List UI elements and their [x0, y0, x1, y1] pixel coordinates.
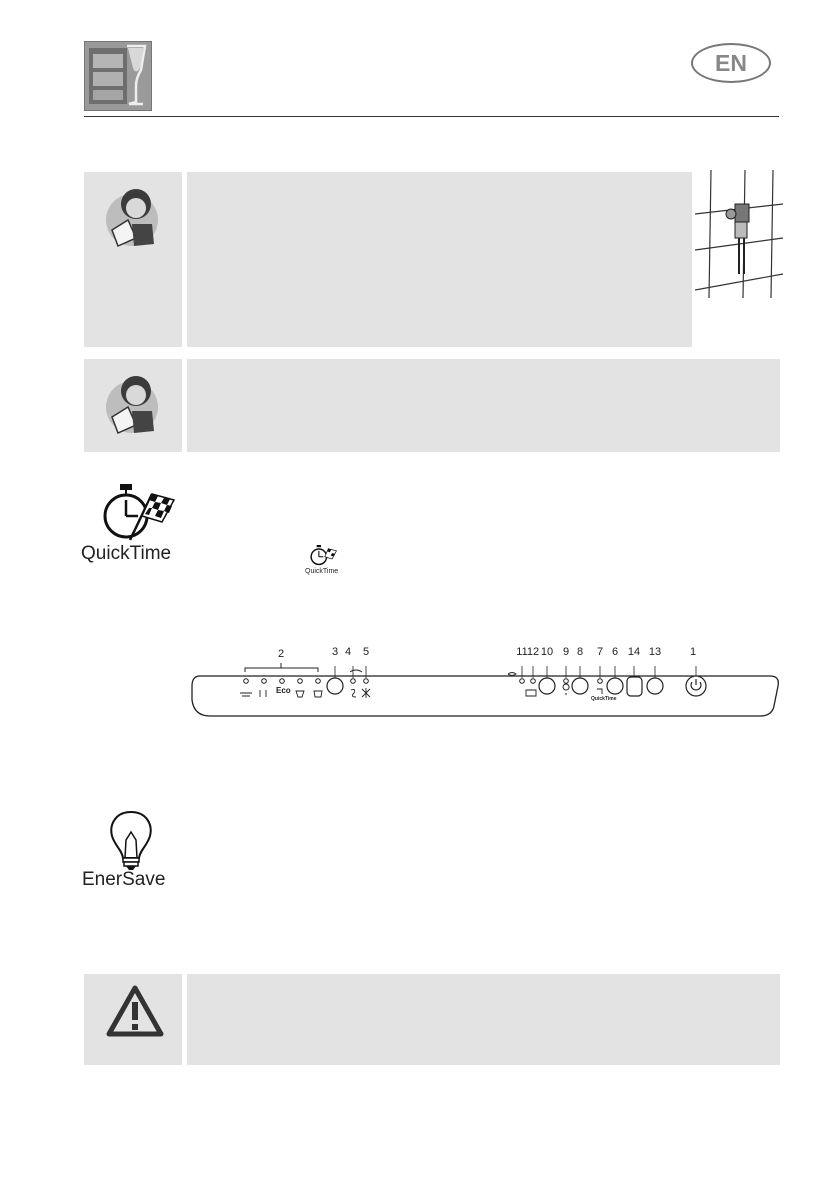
- panel-callout-1: 1: [689, 646, 697, 658]
- panel-eco-label: Eco: [276, 686, 291, 695]
- panel-callout-3: 3: [331, 646, 339, 658]
- enersave-label: EnerSave: [82, 869, 166, 890]
- header-divider: [84, 116, 779, 117]
- note-text-area-2: [187, 359, 780, 452]
- mascot-reading-icon: [102, 373, 164, 437]
- quicktime-label: QuickTime: [81, 543, 172, 564]
- panel-callout-6: 6: [611, 646, 619, 658]
- warning-text-area: [187, 974, 780, 1065]
- note-text-area-1: [187, 172, 692, 347]
- warning-icon-cell: [84, 974, 182, 1065]
- note-icon-cell-2: [84, 359, 182, 452]
- water-tap-illustration: [695, 170, 785, 300]
- panel-callout-4: 4: [344, 646, 352, 658]
- panel-callout-5: 5: [362, 646, 370, 658]
- panel-quicktime-label: QuickTime: [591, 696, 617, 702]
- dishwasher-glass-logo: [84, 41, 152, 111]
- panel-callout-8: 8: [576, 646, 584, 658]
- panel-callout-group-2: 2: [278, 648, 285, 660]
- quicktime-small-label: QuickTime: [305, 568, 339, 575]
- stopwatch-flag-icon: [100, 484, 180, 544]
- language-badge: EN: [691, 43, 771, 83]
- light-bulb-icon: [106, 810, 156, 872]
- panel-callout-10: 10: [540, 646, 554, 658]
- panel-callout-12: 12: [526, 646, 540, 658]
- panel-callout-13: 13: [648, 646, 662, 658]
- panel-callout-9: 9: [562, 646, 570, 658]
- panel-callout-7: 7: [596, 646, 604, 658]
- mascot-reading-icon: [102, 186, 164, 250]
- panel-callout-11: 11: [516, 646, 528, 658]
- panel-callout-14: 14: [627, 646, 641, 658]
- note-icon-cell-1: [84, 172, 182, 347]
- warning-triangle-icon: [105, 984, 165, 1038]
- stopwatch-flag-icon-small: [309, 545, 339, 567]
